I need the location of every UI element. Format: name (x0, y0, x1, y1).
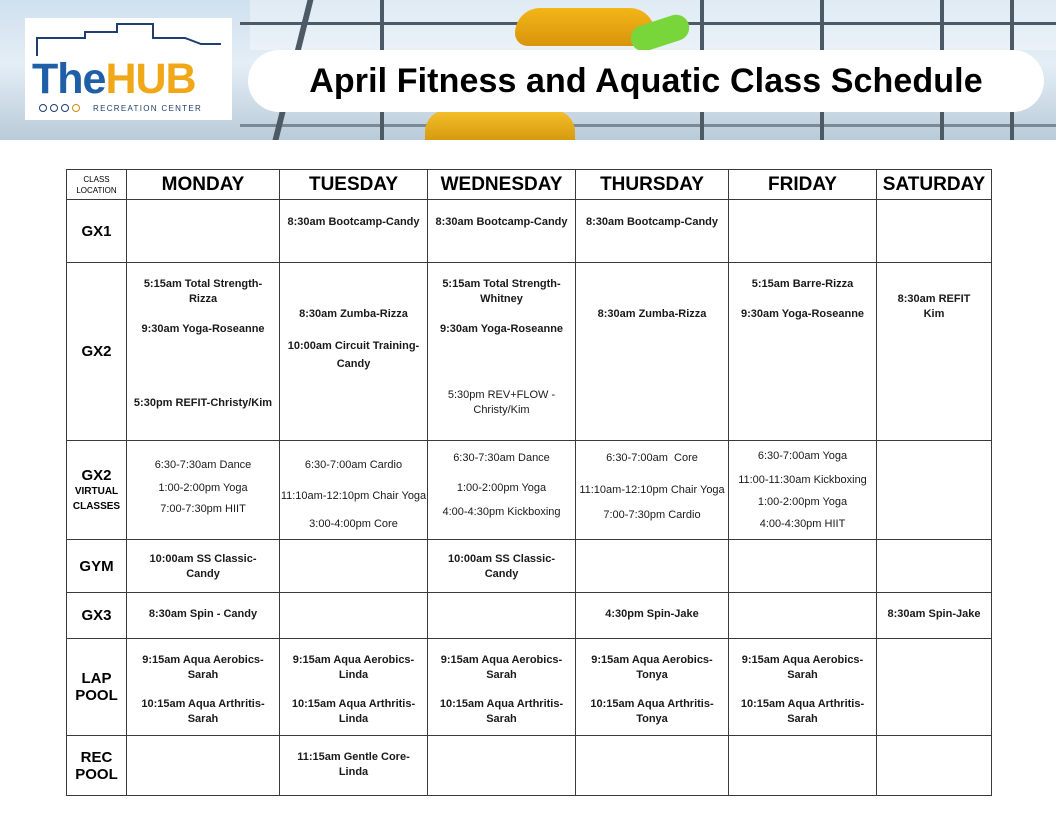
location-gx2: GX2 (67, 263, 127, 441)
day-header-friday: FRIDAY (729, 170, 877, 200)
class-entry: 11:15am Gentle Core-Linda (297, 751, 410, 778)
class-entry: 8:30am Spin-Jake (887, 608, 981, 620)
schedule-cell (576, 639, 729, 736)
the-hub-logo (25, 18, 232, 120)
class-entry: 6:30-7:00am Cardio (304, 459, 403, 471)
schedule-cell (729, 540, 877, 593)
schedule-cell (280, 263, 428, 441)
schedule-cell (127, 593, 280, 639)
schedule-cell (428, 540, 576, 593)
table-row (67, 263, 992, 441)
class-entry: 7:00-7:30pm Cardio (603, 509, 701, 521)
table-header-row (67, 170, 992, 200)
class-entry: 5:30pm REV+FLOW - Christy/Kim (447, 389, 556, 416)
basketball-icon (72, 104, 80, 112)
class-entry: 9:15am Aqua Aerobics-Sarah (142, 654, 264, 681)
location-gx3: GX3 (67, 593, 127, 639)
class-entry: 10:00am SS Classic-Candy (448, 553, 556, 580)
class-entry: 9:30am Yoga-Roseanne (740, 308, 865, 320)
location-gx2-virtual (67, 441, 127, 540)
schedule-cell (127, 540, 280, 593)
class-entry: 11:10am-12:10pm Chair Yoga (579, 484, 725, 496)
class-schedule-table (66, 169, 992, 796)
class-entry: 6:30-7:30am Dance (453, 452, 550, 464)
class-location-header: CLASS LOCATION (67, 170, 127, 200)
class-entry: 8:30am Zumba-Rizza (299, 308, 408, 320)
logo-activity-icons (39, 104, 80, 112)
schedule-cell (127, 639, 280, 736)
class-entry: 9:15am Aqua Aerobics-Sarah (440, 654, 563, 681)
class-entry: 7:00-7:30pm HIIT (160, 503, 246, 515)
day-header-tuesday: TUESDAY (280, 170, 428, 200)
location-gym: GYM (67, 540, 127, 593)
class-entry: 4:00-4:30pm Kickboxing (442, 506, 561, 518)
class-entry: 1:00-2:00pm Yoga (158, 482, 248, 494)
schedule-cell (729, 441, 877, 540)
class-entry: 10:00am Circuit Training-Candy (287, 340, 420, 370)
class-entry: 9:15am Aqua Aerobics-Linda (292, 654, 415, 681)
schedule-cell (729, 263, 877, 441)
location-sublabel: VIRTUAL CLASSES (72, 485, 121, 512)
class-entry: 11:00-11:30am Kickboxing (738, 474, 867, 486)
shield-icon (61, 104, 69, 112)
schedule-cell (428, 263, 576, 441)
schedule-cell (729, 736, 877, 796)
schedule-cell (428, 200, 576, 263)
swim-icon (39, 104, 47, 112)
ball-icon (50, 104, 58, 112)
schedule-cell (280, 639, 428, 736)
schedule-cell (729, 200, 877, 263)
class-entry: 8:30am Zumba-Rizza (597, 308, 707, 320)
schedule-cell (576, 540, 729, 593)
day-header-saturday: SATURDAY (877, 170, 992, 200)
table-row (67, 540, 992, 593)
schedule-cell (877, 200, 992, 263)
class-entry: 4:30pm Spin-Jake (605, 608, 699, 620)
title-banner (248, 50, 1044, 112)
class-entry: 5:30pm REFIT-Christy/Kim (133, 397, 273, 409)
schedule-cell (877, 441, 992, 540)
schedule-cell (280, 441, 428, 540)
schedule-cell (877, 736, 992, 796)
schedule-cell (576, 736, 729, 796)
class-entry: 8:30am Bootcamp-Candy (585, 216, 719, 228)
schedule-cell (127, 736, 280, 796)
location-rec-pool: REC POOL (67, 736, 127, 796)
schedule-cell (280, 736, 428, 796)
class-entry: 8:30am Spin - Candy (148, 608, 258, 620)
schedule-cell (127, 441, 280, 540)
class-entry: 5:15am Total Strength-Whitney (442, 278, 561, 305)
table-row (67, 200, 992, 263)
class-entry: 6:30-7:30am Dance (154, 459, 252, 471)
class-entry: 11:10am-12:10pm Chair Yoga (280, 490, 427, 502)
page-title: April Fitness and Aquatic Class Schedule (309, 61, 983, 100)
class-entry: 10:15am Aqua Arthritis-Sarah (439, 698, 564, 725)
location-lap-pool: LAP POOL (67, 639, 127, 736)
schedule-cell (729, 593, 877, 639)
logo-subtitle: RECREATION CENTER (93, 104, 203, 113)
class-entry: 6:30-7:00am Core (606, 452, 698, 464)
class-entry: 5:15am Barre-Rizza (751, 278, 854, 290)
roof-crossbeam (240, 124, 1056, 127)
table-row (67, 441, 992, 540)
schedule-cell (428, 593, 576, 639)
class-entry: 9:15am Aqua Aerobics-Tonya (591, 654, 713, 681)
schedule-cell (877, 593, 992, 639)
schedule-cell (877, 639, 992, 736)
logo-word-the: The (32, 55, 106, 103)
schedule-cell (877, 540, 992, 593)
schedule-cell (127, 263, 280, 441)
class-entry: 9:15am Aqua Aerobics-Sarah (741, 654, 864, 681)
schedule-cell (576, 441, 729, 540)
schedule-cell (576, 593, 729, 639)
location-gx1: GX1 (67, 200, 127, 263)
class-entry: 3:00-4:00pm Core (309, 518, 398, 530)
logo-word-hub: HUB (105, 55, 196, 103)
logo-wordmark (32, 56, 196, 102)
class-entry: 9:30am Yoga-Roseanne (439, 323, 564, 335)
schedule-cell (127, 200, 280, 263)
water-slide-image (425, 110, 575, 140)
day-header-monday: MONDAY (127, 170, 280, 200)
schedule-cell (576, 200, 729, 263)
table-row (67, 593, 992, 639)
schedule-cell (428, 736, 576, 796)
class-entry: 1:00-2:00pm Yoga (757, 496, 848, 508)
table-row (67, 639, 992, 736)
schedule-cell (428, 441, 576, 540)
class-entry: 8:30am Bootcamp-Candy (435, 216, 568, 228)
schedule-cell (576, 263, 729, 441)
class-entry: 10:00am SS Classic-Candy (149, 553, 257, 580)
schedule-cell (877, 263, 992, 441)
day-header-wednesday: WEDNESDAY (428, 170, 576, 200)
schedule-cell (729, 639, 877, 736)
class-entry: 5:15am Total Strength-Rizza (143, 278, 263, 305)
day-header-thursday: THURSDAY (576, 170, 729, 200)
schedule-cell (280, 540, 428, 593)
table-row (67, 736, 992, 796)
class-entry: 10:15am Aqua Arthritis-Sarah (141, 698, 265, 725)
class-entry: 10:15am Aqua Arthritis-Sarah (740, 698, 865, 725)
class-entry: 8:30am REFIT Kim (897, 293, 971, 320)
class-entry: 4:00-4:30pm HIIT (759, 518, 846, 530)
schedule-cell (280, 593, 428, 639)
class-entry: 6:30-7:00am Yoga (757, 450, 848, 462)
location-label: GX2 (81, 466, 112, 484)
class-entry: 9:30am Yoga-Roseanne (141, 323, 265, 335)
class-entry: 1:00-2:00pm Yoga (456, 482, 547, 494)
schedule-cell (280, 200, 428, 263)
class-entry: 10:15am Aqua Arthritis-Linda (291, 698, 416, 725)
class-entry: 8:30am Bootcamp-Candy (287, 216, 420, 228)
class-entry: 10:15am Aqua Arthritis-Tonya (590, 698, 714, 725)
schedule-cell (428, 639, 576, 736)
